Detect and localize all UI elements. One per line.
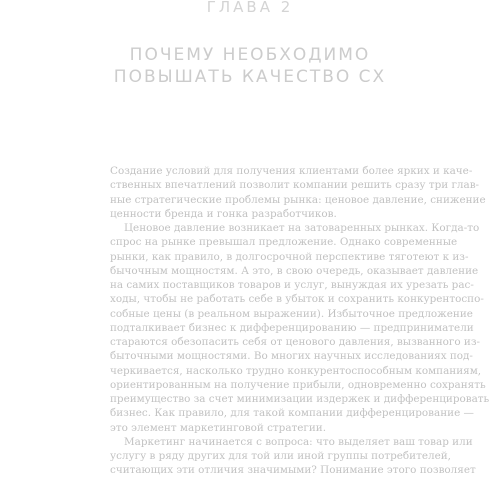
text-line: Маркетинг начинается с вопроса: что выделяет ваш товар или [124, 435, 473, 448]
text-line: преимущество за счет минимизации издержек и дифференцировать [110, 393, 490, 405]
text-line: стараются обезопасить себя от ценового давления, вызванного из- [110, 336, 480, 348]
body-text [110, 164, 490, 478]
chapter-label: ГЛАВА 2 [206, 0, 294, 16]
text-line: это элемент маркетинговой стратегии. [110, 421, 327, 434]
text-line: быточными мощностями. Во многих научных исследованиях под- [110, 350, 473, 363]
text-line: ственных впечатлений позволит компании решить сразу три глав- [110, 179, 480, 192]
text-line: ориентированным на получение прибыли, одновременно сохранять [110, 378, 486, 391]
text-line: услугу в ряду других для той или иной группы потребителей, [110, 450, 451, 462]
text-line: бизнес. Как правило, для такой компании дифференцирование — [110, 407, 474, 420]
text-line: на самих поставщиков товаров и услуг, вынуждая их урезать рас- [110, 279, 474, 291]
text-line: собные цены (в реальном выражении). Избыточное предложение [110, 307, 473, 320]
text-line: Создание условий для получения клиентами более ярких и каче- [110, 165, 473, 177]
text-line: бычочным мощностям. А это, в свою очередь, оказывает давление [110, 264, 479, 277]
text-line: ценности бренда и гонка разработчиков. [110, 207, 337, 220]
text-line: рынки, как правило, в долгосрочной перспективе тяготеют к из- [110, 250, 469, 263]
text-line: черкивается, насколько трудно конкурентоспособным компаниям, [110, 364, 482, 377]
chapter-title-line-2: ПОВЫШАТЬ КАЧЕСТВО СХ [113, 67, 387, 87]
text-line: подталкивает бизнес к дифференцированию — предприниматели [110, 321, 474, 334]
text-line: ходы, чтобы не работать себе в убыток и сохранить конкурентоспо- [110, 293, 484, 306]
text-line: ные стратегические проблемы рынка: ценовое давление, снижение [110, 193, 486, 206]
chapter-title-line-1: ПОЧЕМУ НЕОБХОДИМО [129, 45, 371, 65]
text-line: спрос на рынке превышал предложение. Однако современные [110, 236, 458, 249]
text-line: считающих эти отличия значимыми? Понимание этого позволяет [110, 464, 476, 477]
text-line: Ценовое давление возникает на затоваренных рынках. Когда-то [124, 222, 480, 234]
